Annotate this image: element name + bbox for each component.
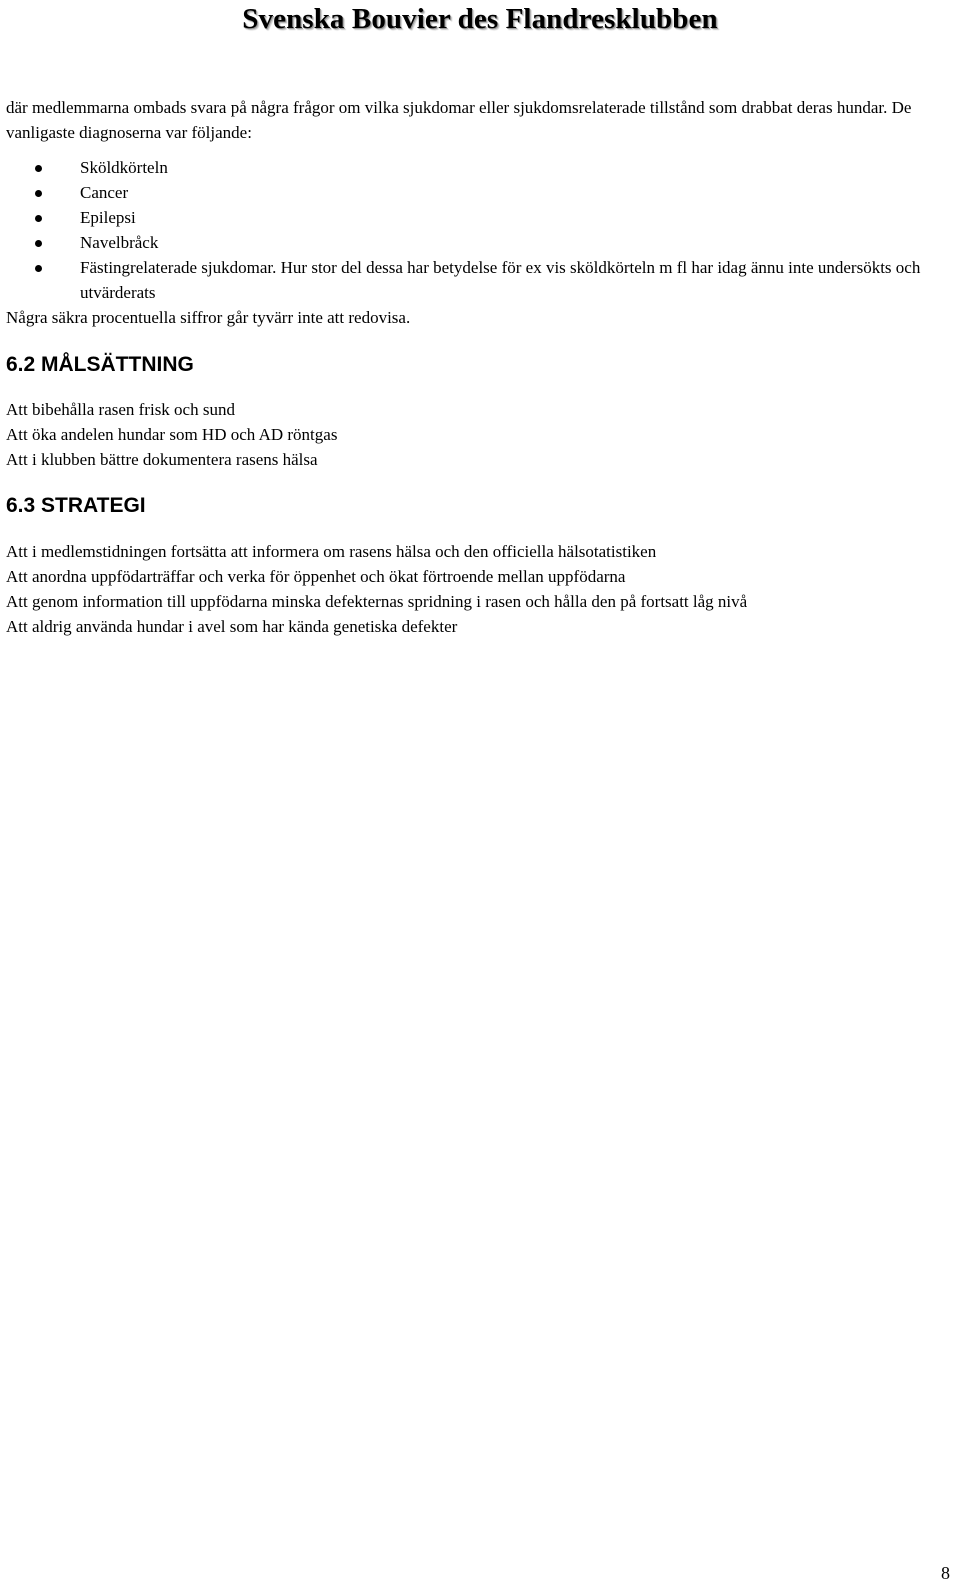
- section-heading-strategi: 6.3 STRATEGI: [6, 494, 146, 517]
- list-item-text: Epilepsi: [80, 208, 136, 227]
- page-number: 8: [941, 1563, 950, 1583]
- bullet-icon: [35, 240, 42, 247]
- strategi-list: [6, 539, 954, 639]
- list-item: Att i medlemstidningen fortsätta att informera om rasens hälsa och den officiella hälsotatistiken: [6, 542, 657, 561]
- list-item: Att i klubben bättre dokumentera rasens hälsa: [6, 450, 318, 469]
- bullet-icon: [35, 190, 42, 197]
- list-item-text: Sköldkörteln: [80, 158, 168, 177]
- bullet-icon: [35, 165, 42, 172]
- note-paragraph: Några säkra procentuella siffror går tyvärr inte att redovisa.: [6, 308, 411, 327]
- bullet-icon: [35, 215, 42, 222]
- document-body: [6, 95, 954, 639]
- intro-paragraph: där medlemmarna ombads svara på några frågor om vilka sjukdomar eller sjukdomsrelaterade tillstånd som drabbat deras hundar. De vanligaste diagnoserna var följande:: [6, 98, 912, 142]
- list-item-text: Navelbråck: [80, 233, 159, 252]
- list-item-text: Fästingrelaterade sjukdomar. Hur stor del dessa har betydelse för ex vis sköldkörteln m fl har idag ännu inte undersökts och utvärderats: [80, 258, 921, 302]
- diagnosis-list: [6, 155, 954, 305]
- section-heading-malsattning: 6.2 MÅLSÄTTNING: [6, 353, 194, 376]
- list-item: Att anordna uppfödarträffar och verka för öppenhet och ökat förtroende mellan uppfödarna: [6, 567, 626, 586]
- page-header: [0, 0, 960, 36]
- list-item: [6, 255, 954, 305]
- list-item: Att bibehålla rasen frisk och sund: [6, 400, 235, 419]
- list-item: [6, 155, 954, 180]
- header-title: Svenska Bouvier des Flandresklubben: [242, 3, 718, 35]
- malsattning-list: [6, 397, 954, 472]
- bullet-icon: [35, 265, 42, 272]
- list-item: [6, 180, 954, 205]
- list-item: [6, 230, 954, 255]
- list-item: [6, 205, 954, 230]
- list-item: Att genom information till uppfödarna minska defekternas spridning i rasen och hålla den på fortsatt låg nivå: [6, 592, 748, 611]
- list-item-text: Cancer: [80, 183, 129, 202]
- list-item: Att öka andelen hundar som HD och AD röntgas: [6, 425, 338, 444]
- list-item: Att aldrig använda hundar i avel som har kända genetiska defekter: [6, 617, 458, 636]
